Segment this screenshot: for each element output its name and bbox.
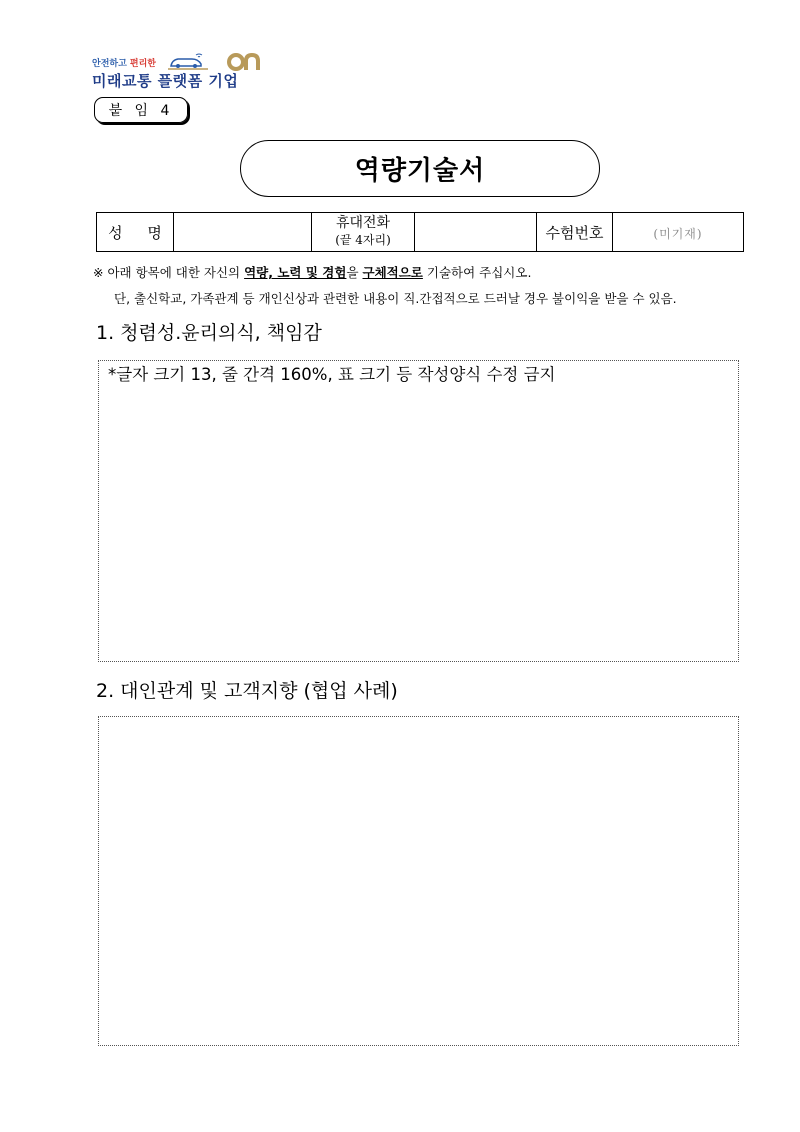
section-1-answer-box[interactable]	[98, 360, 739, 662]
caution-note: 단, 출신학교, 가족관계 등 개인신상과 관련한 내용이 직.간접적으로 드러날 경우 불이익을 받을 수 있음.	[114, 291, 677, 306]
phone-label-main: 휴대전화	[335, 215, 391, 231]
logo-tagline: 안전하고 편리한	[92, 59, 157, 69]
exam-number-field	[613, 213, 744, 252]
applicant-info-table	[96, 212, 744, 252]
brand-mark-icon	[227, 48, 261, 72]
section-2-answer-box[interactable]	[98, 716, 739, 1046]
phone-label-sub: (끝 4자리)	[335, 233, 391, 247]
format-guide-text: *글자 크기 13, 줄 간격 160%, 표 크기 등 작성양식 수정 금지	[108, 365, 556, 384]
instruction-note: ※ 아래 항목에 대한 자신의 역량, 노력 및 경험을 구체적으로 기술하여 주십시오.	[93, 265, 532, 280]
exam-number-placeholder: (미기재)	[653, 226, 703, 241]
car-icon	[168, 52, 208, 70]
name-label: 성 명	[97, 213, 174, 252]
document-title: 역량기술서	[240, 140, 600, 197]
section-2-heading: 2. 대인관계 및 고객지향 (협업 사례)	[96, 680, 398, 702]
name-field[interactable]	[174, 213, 312, 252]
phone-label	[312, 213, 415, 252]
phone-field[interactable]	[415, 213, 537, 252]
exam-number-label: 수험번호	[537, 213, 613, 252]
logo-company-name: 미래교통 플랫폼 기업	[92, 72, 239, 90]
section-1-heading: 1. 청렴성.윤리의식, 책임감	[96, 322, 322, 344]
company-logo	[92, 52, 262, 94]
attachment-tag: 붙 임 4	[94, 97, 188, 123]
